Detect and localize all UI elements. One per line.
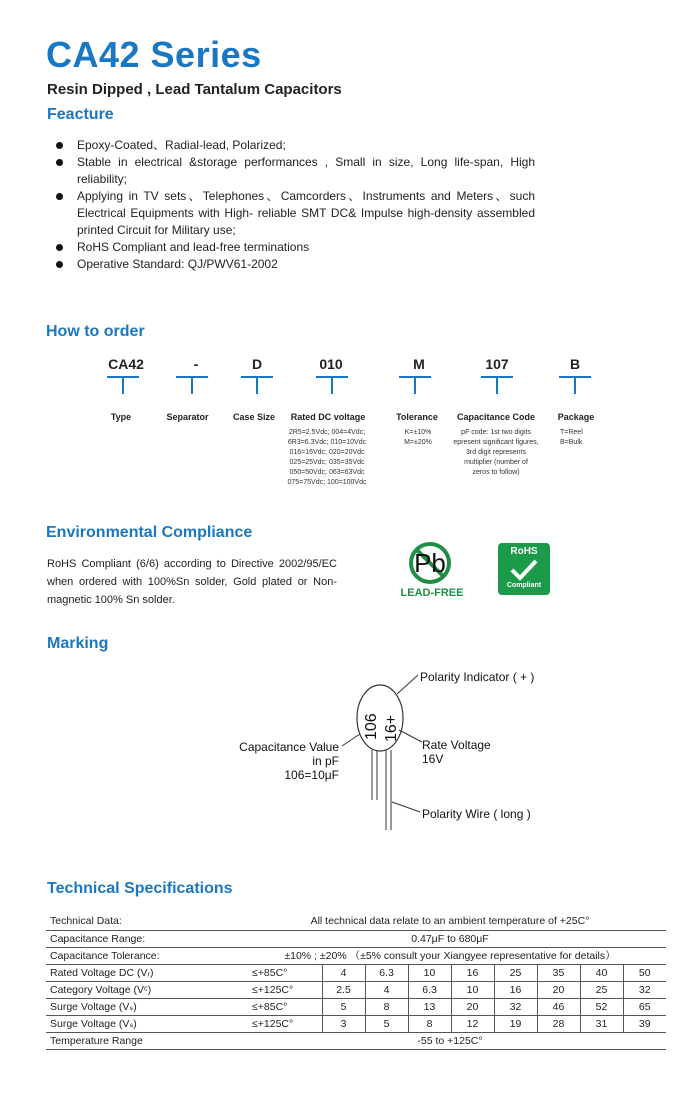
order-label-separator: Separator bbox=[166, 412, 209, 422]
table-row: Capacitance Range: 0.47μF to 680μF bbox=[46, 930, 666, 947]
order-label-case: Case Size bbox=[232, 412, 276, 422]
capacitance-codes: pF code: 1st two digits epresent significant figures, 3rd digit represents multiplier (number of zeros to follow) bbox=[453, 429, 539, 476]
order-marker bbox=[176, 376, 208, 394]
feature-list bbox=[53, 137, 535, 273]
order-label-voltage: Rated DC voltage bbox=[290, 412, 366, 422]
order-label-type: Type bbox=[110, 412, 132, 422]
feature-item: Operative Standard: QJ/PWV61-2002 bbox=[53, 256, 535, 273]
order-marker bbox=[559, 376, 591, 394]
table-row: Category Voltage (Vᶜ) ≤+125C° 2.5 4 6.3 10 16 20 25 32 bbox=[46, 981, 666, 998]
rohs-sub: Compliant bbox=[506, 582, 542, 589]
bullet-icon bbox=[56, 159, 63, 166]
table-row: Technical Data: All technical data relate to an ambient temperature of +25C° bbox=[46, 913, 666, 930]
voltage-codes: 2R5=2.5Vdc; 004=4Vdc; 6R3=6.3Vdc; 010=10Vdc 016=16Vdc; 020=20Vdc 025=25Vdc; 035=35Vdc 050=50Vdc; 063=63Vdc 075=75Vdc; 100=100Vdc bbox=[287, 429, 367, 486]
order-code-voltage: 010 bbox=[319, 356, 343, 372]
feature-heading: Feacture bbox=[47, 106, 114, 123]
page-subtitle: Resin Dipped , Lead Tantalum Capacitors bbox=[47, 81, 342, 98]
marking-voltage: 16+ bbox=[383, 714, 400, 742]
order-label-tolerance: Tolerance bbox=[396, 412, 438, 422]
bullet-icon bbox=[56, 244, 63, 251]
table-row: Rated Voltage DC (Vᵣ) ≤+85C° 4 6.3 10 16 25 35 40 50 bbox=[46, 964, 666, 981]
order-code-package: B bbox=[569, 356, 581, 372]
page-title: CA42 Series bbox=[46, 34, 262, 75]
feature-item: RoHS Compliant and lead-free terminations bbox=[53, 239, 535, 256]
rate-voltage-label: Rate Voltage 16V bbox=[422, 738, 491, 766]
pb-text: Pb bbox=[414, 548, 446, 578]
order-code-separator: - bbox=[193, 356, 199, 372]
bullet-icon bbox=[56, 193, 63, 200]
order-label-package: Package bbox=[557, 412, 595, 422]
order-marker bbox=[107, 376, 139, 394]
table-row: Capacitance Tolerance: ±10% ; ±20% （±5% consult your Xiangyee representative for details） bbox=[46, 947, 666, 964]
package-codes: T=Reel B=Bulk bbox=[560, 429, 583, 446]
lead-free-text: LEAD-FREE bbox=[400, 587, 464, 599]
order-code-tolerance: M bbox=[413, 356, 425, 372]
rohs-title: RoHS bbox=[510, 546, 538, 557]
order-code-type: CA42 bbox=[108, 356, 144, 372]
capacitance-value-label: Capacitance Value in pF 106=10μF bbox=[239, 740, 339, 782]
table-row: Surge Voltage (Vₛ) ≤+125C° 3 5 8 12 19 28 31 39 bbox=[46, 1015, 666, 1032]
environment-heading: Environmental Compliance bbox=[46, 524, 253, 541]
lead-free-logo bbox=[398, 542, 468, 600]
order-marker bbox=[399, 376, 431, 394]
tolerance-codes: K=±10% M=±20% bbox=[404, 429, 432, 446]
rohs-logo bbox=[498, 543, 550, 595]
feature-item: Epoxy-Coated、Radial-lead, Polarized; bbox=[53, 137, 535, 154]
checkmark-icon bbox=[510, 558, 538, 582]
feature-item: Applying in TV sets、Telephones、Camcorders、Instruments and Meters、such Electrical Equipments with High- reliable SMT DC& Impulse high-density assembled printed Circuit for Military use; bbox=[53, 188, 535, 239]
specs-heading: Technical Specifications bbox=[47, 880, 233, 897]
bullet-icon bbox=[56, 142, 63, 149]
feature-item: Stable in electrical &storage performances , Small in size, Long life-span, High reliability; bbox=[53, 154, 535, 188]
table-row: Surge Voltage (Vₛ) ≤+85C° 5 8 13 20 32 46 52 65 bbox=[46, 998, 666, 1015]
order-code-capacitance: 107 bbox=[485, 356, 509, 372]
marking-code: 106 bbox=[363, 713, 380, 740]
bullet-icon bbox=[56, 261, 63, 268]
table-row: Temperature Range -55 to +125C° bbox=[46, 1032, 666, 1049]
order-marker bbox=[241, 376, 273, 394]
order-label-capacitance: Capacitance Code bbox=[456, 412, 536, 422]
order-marker bbox=[316, 376, 348, 394]
polarity-wire-label: Polarity Wire ( long ) bbox=[422, 807, 531, 821]
polarity-indicator-label: Polarity Indicator ( + ) bbox=[420, 670, 535, 684]
environment-text: RoHS Compliant (6/6) according to Directive 2002/95/EC when ordered with 100%Sn solder, Gold plated or Non-magnetic 100% Sn solder. bbox=[47, 558, 337, 606]
order-marker bbox=[481, 376, 513, 394]
marking-heading: Marking bbox=[47, 635, 109, 652]
order-code-case: D bbox=[251, 356, 263, 372]
specs-table bbox=[46, 913, 666, 1050]
order-heading: How to order bbox=[46, 323, 145, 340]
